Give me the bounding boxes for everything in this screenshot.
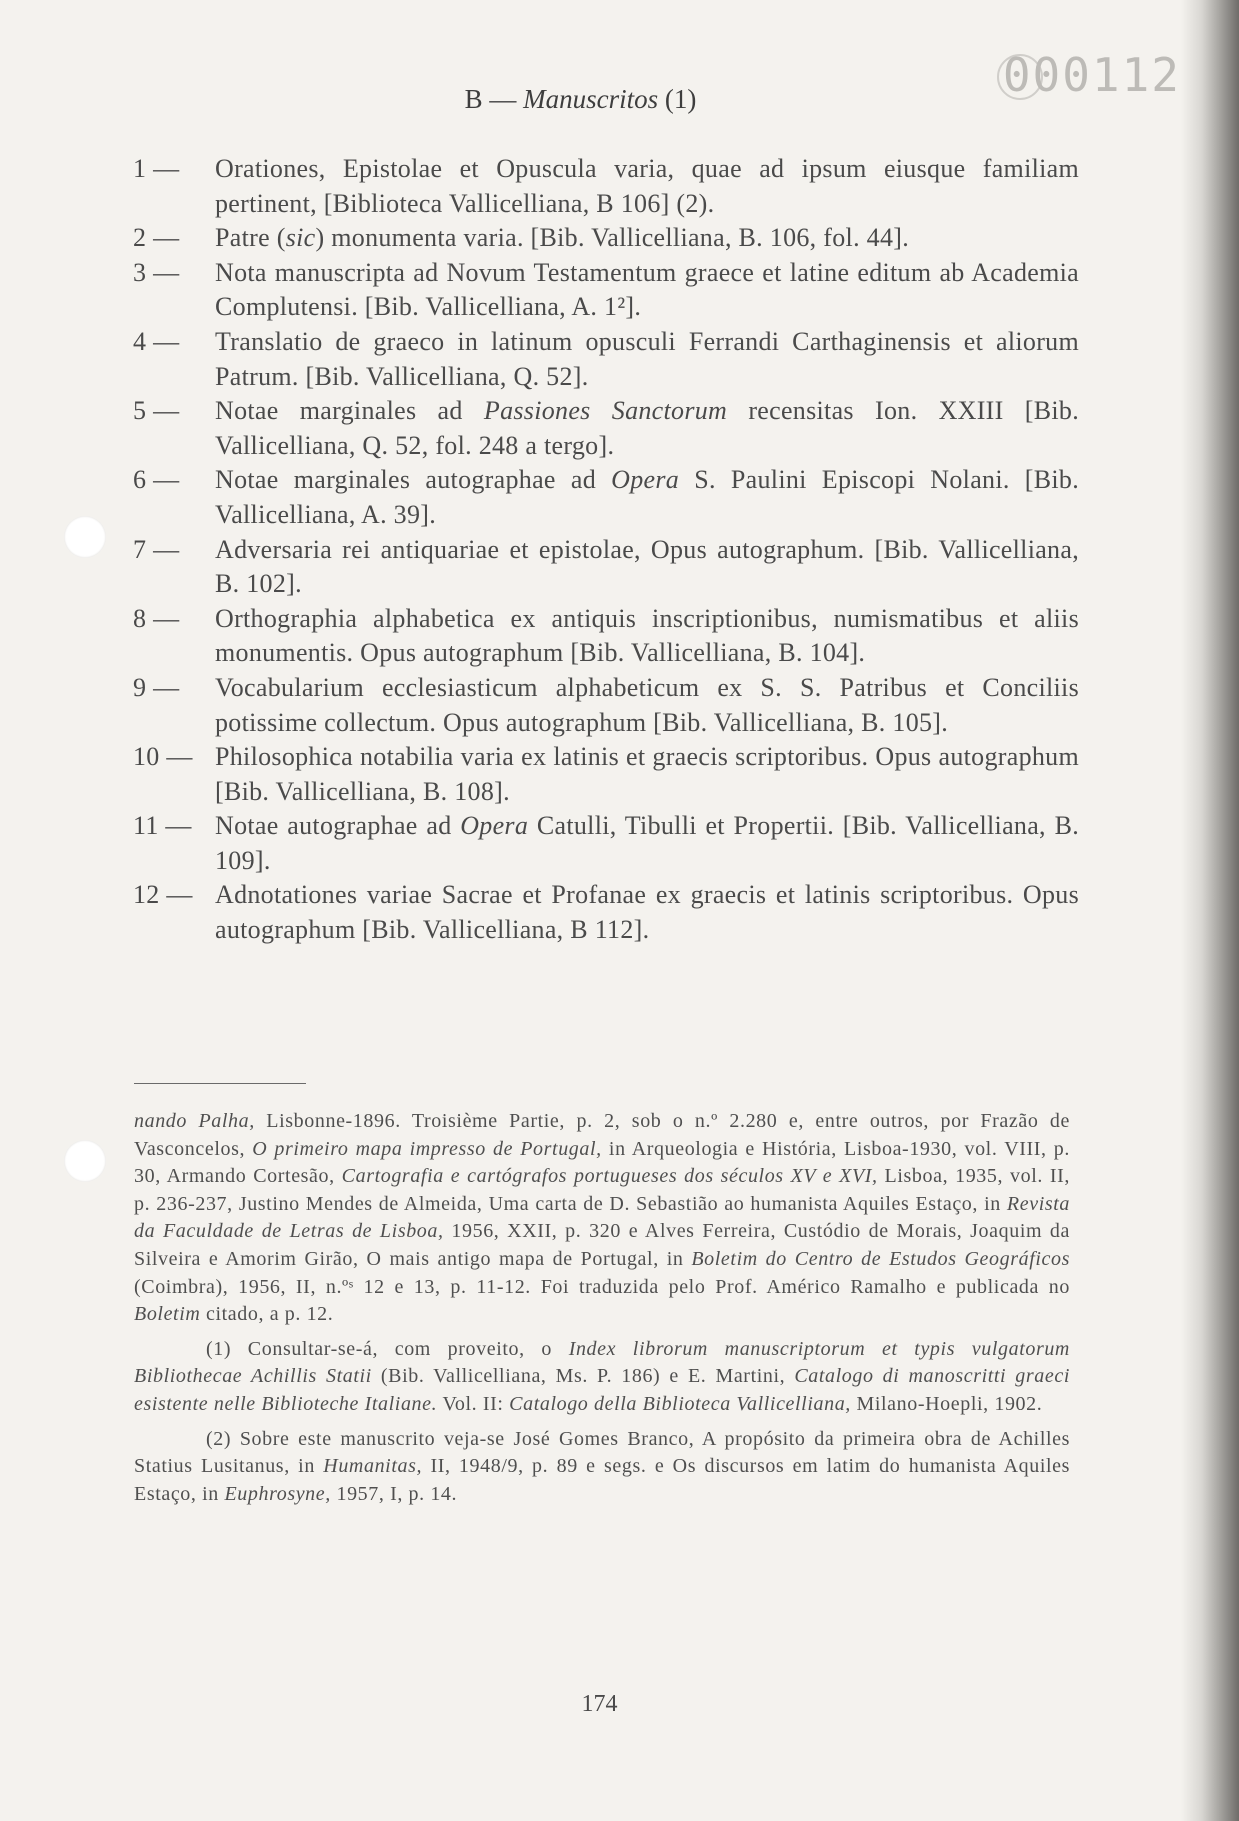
manuscript-entry <box>133 740 1079 809</box>
manuscript-entry <box>133 463 1079 532</box>
entry-number: 7 — <box>133 534 180 564</box>
entry-number: 10 — <box>133 742 193 772</box>
entry-number: 9 — <box>133 672 180 702</box>
manuscript-entry <box>133 256 1079 325</box>
heading-note: (1) <box>664 84 697 114</box>
entry-number: 8 — <box>133 603 180 633</box>
manuscript-entry <box>133 394 1079 463</box>
entry-number: 5 — <box>133 396 180 426</box>
manuscript-entry <box>133 809 1079 878</box>
punch-hole-lower <box>64 1140 106 1182</box>
manuscript-entry <box>133 533 1079 602</box>
entry-text: Notae marginales ad Passiones Sanctorum recensitas Ion. XXIII [Bib. Vallicelliana, Q. 52, fol. 248 a tergo]. <box>215 396 1080 460</box>
entry-text: Patre (sic) monumenta varia. [Bib. Vallicelliana, B. 106, fol. 44]. <box>215 223 910 253</box>
entry-text: Orthographia alphabetica ex antiquis inscriptionibus, numismatibus et aliis monumentis. Opus autographum [Bib. Vallicelliana, B. 104]. <box>215 603 1079 668</box>
entry-number: 2 — <box>133 223 180 253</box>
entry-text: Translatio de graeco in latinum opusculi Ferrandi Carthaginensis et aliorum Patrum. [Bib. Vallicelliana, Q. 52]. <box>215 326 1079 391</box>
page-heading <box>0 84 1239 115</box>
page-number: 174 <box>581 1691 618 1717</box>
footnote-1: (1) Consultar-se-á, com proveito, o Index librorum manuscriptorum et typis vulgatorum Bibliothecae Achillis Statii (Bib. Vallicelliana, Ms. P. 186) e E. Martini, Catalogo di manoscritti graeci esistente nelle Biblioteche Italiane. Vol. II: Catalogo della Biblioteca Vallicelliana, Milano-Hoepli, 1902. <box>134 1337 1070 1415</box>
page-edge-shadow <box>1181 0 1239 1821</box>
footnote-2: (2) Sobre este manuscrito veja-se José Gomes Branco, A propósito da primeira obra de Achilles Statius Lusitanus, in Humanitas, II, 1948/9, p. 89 e segs. e Os discursos em latim do humanista Aquiles Estaço, in Euphrosyne, 1957, I, p. 14. <box>134 1427 1070 1505</box>
entry-text: Notae autographae ad Opera Catulli, Tibulli et Propertii. [Bib. Vallicelliana, B. 109]. <box>215 811 1080 875</box>
heading-label: B — <box>464 84 517 114</box>
manuscript-entry <box>133 152 1079 221</box>
entry-number: 12 — <box>133 880 193 910</box>
entry-number: 3 — <box>133 257 180 287</box>
footnote-continuation: nando Palha, Lisbonne-1896. Troisième Partie, p. 2, sob o n.º 2.280 e, entre outros, por Frazão de Vasconcelos, O primeiro mapa impresso de Portugal, in Arqueologia e História, Lisboa-1930, vol. VIII, p. 30, Armando Cortesão, Cartografia e cartógrafos portugueses dos séculos XV e XVI, Lisboa, 1935, vol. II, p. 236-237, Justino Mendes de Almeida, Uma carta de D. Sebastião ao humanista Aquiles Estaço, in Revista da Faculdade de Letras de Lisboa, 1956, XXII, p. 320 e Alves Ferreira, Custódio de Morais, Joaquim da Silveira e Amorim Girão, O mais antigo mapa de Portugal, in Boletim do Centro de Estudos Geográficos (Coimbra), 1956, II, n.ºˢ 12 e 13, p. 11-12. Foi traduzida pelo Prof. Américo Ramalho e publicada no Boletim citado, a p. 12. <box>134 1110 1071 1326</box>
punch-hole-upper <box>64 516 106 558</box>
entry-text: Nota manuscripta ad Novum Testamentum graece et latine editum ab Academia Complutensi. [Bib. Vallicelliana, A. 1²]. <box>215 257 1079 322</box>
archive-stamp-number: 000112 <box>1002 48 1181 102</box>
entry-text: Adversaria rei antiquariae et epistolae, Opus autographum. [Bib. Vallicelliana, B. 102]. <box>215 534 1079 599</box>
entry-text: Philosophica notabilia varia ex latinis et graecis scriptoribus. Opus autographum [Bib. Vallicelliana, B. 108]. <box>215 742 1079 806</box>
entry-number: 11 — <box>133 811 192 841</box>
heading-title: Manuscritos <box>523 84 659 114</box>
manuscript-entry <box>133 221 1079 256</box>
footnote-divider <box>134 1083 306 1084</box>
entry-text: Adnotationes variae Sacrae et Profanae ex graecis et latinis scriptoribus. Opus autographum [Bib. Vallicelliana, B 112]. <box>215 880 1079 945</box>
entry-number: 1 — <box>133 154 180 183</box>
manuscript-entry <box>133 602 1079 671</box>
entry-text: Vocabularium ecclesiasticum alphabeticum ex S. S. Patribus et Conciliis potissime collectum. Opus autographum [Bib. Vallicelliana, B. 105]. <box>215 672 1079 737</box>
entry-number: 4 — <box>133 326 180 356</box>
manuscript-entry <box>133 671 1079 740</box>
entry-text: Orationes, Epistolae et Opuscula varia, quae ad ipsum eiusque familiam pertinent, [Biblioteca Vallicelliana, B 106] (2). <box>215 154 1079 218</box>
entry-number: 6 — <box>133 465 180 495</box>
footnotes <box>134 1108 1070 1508</box>
manuscript-entry <box>133 325 1079 394</box>
manuscript-entry <box>133 878 1079 947</box>
manuscript-list <box>133 152 1079 948</box>
entry-text: Notae marginales autographae ad Opera S. Paulini Episcopi Nolani. [Bib. Vallicelliana, A. 39]. <box>215 465 1080 529</box>
